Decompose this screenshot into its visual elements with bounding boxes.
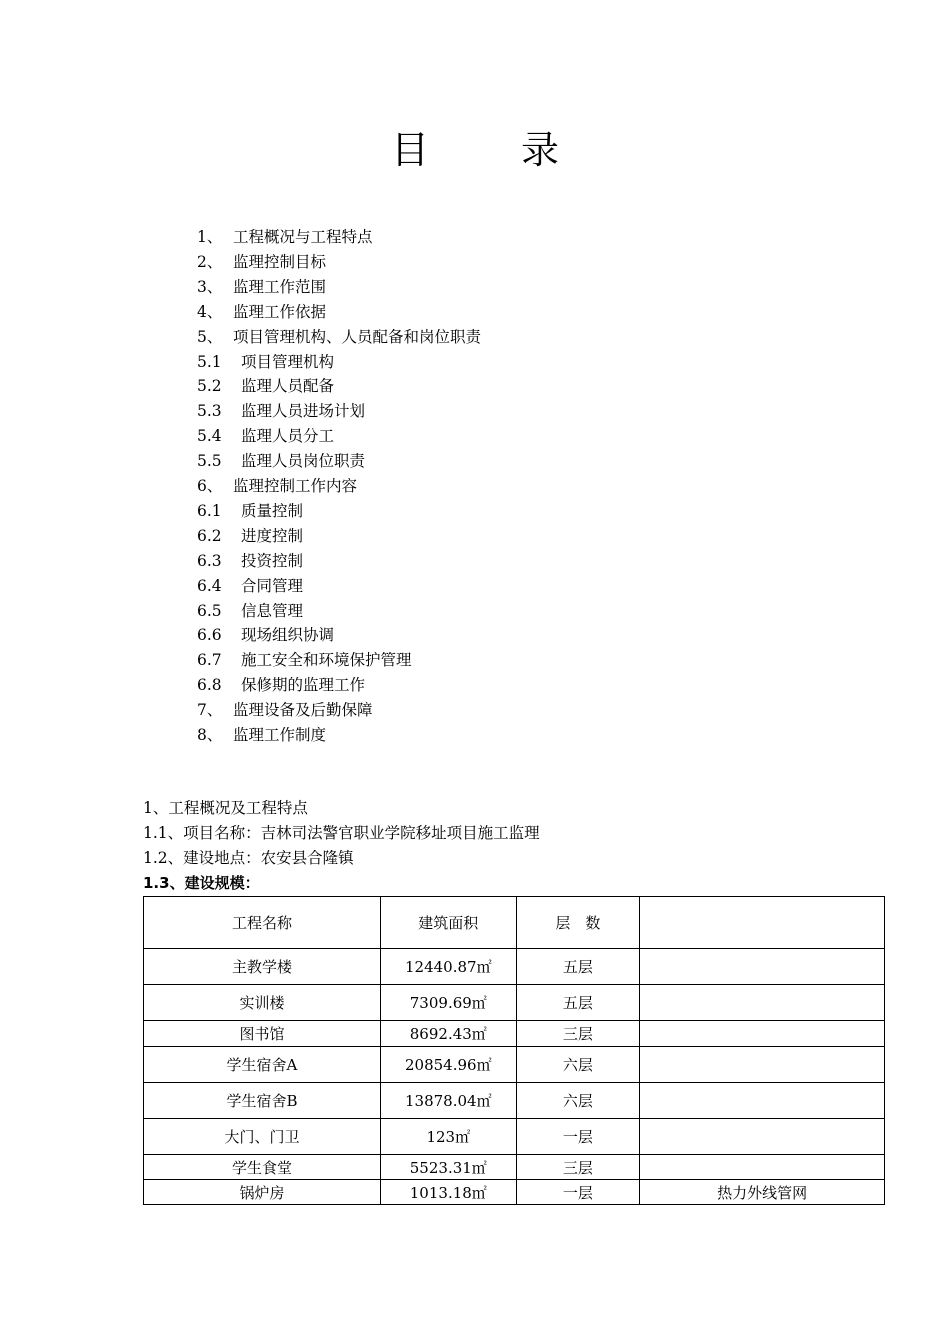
cell-floor-area: 12440.87㎡ [380,949,516,985]
toc-item-number: 2、 [197,252,223,271]
toc-item-label: 监理设备及后勤保障 [233,701,373,720]
toc-item-number: 4、 [197,302,223,321]
toc-item [197,275,326,300]
toc-item [197,698,373,723]
table-row [144,949,885,985]
cell-project-name: 锅炉房 [144,1180,381,1205]
table-row [144,1155,885,1180]
table-row [144,985,885,1021]
toc-item-number: 5、 [197,327,223,346]
cell-floors: 三层 [516,1021,640,1047]
toc-item-label: 信息管理 [241,601,304,620]
header-floor-area: 建筑面积 [380,897,516,949]
cell-floors: 五层 [516,949,640,985]
cell-remarks [640,1155,885,1180]
cell-floors: 五层 [516,985,640,1021]
cell-floors: 六层 [516,1083,640,1119]
construction-location-line: 1.2、建设地点：农安县合隆镇 [143,849,354,867]
toc-item [197,250,326,275]
cell-floor-area: 1013.18㎡ [380,1180,516,1205]
cell-floors: 一层 [516,1119,640,1155]
toc-item-label: 监理人员进场计划 [241,402,366,421]
cell-floors: 三层 [516,1155,640,1180]
cell-floors: 一层 [516,1180,640,1205]
toc-item-label: 投资控制 [241,551,304,570]
toc-item-label: 质量控制 [241,501,304,520]
toc-item [197,623,334,648]
table-row [144,1180,885,1205]
cell-floor-area: 5523.31㎡ [380,1155,516,1180]
toc-item-number: 8、 [197,726,223,744]
cell-remarks [640,1047,885,1083]
cell-floor-area: 8692.43㎡ [380,1021,516,1047]
cell-remarks [640,1083,885,1119]
cell-floors: 六层 [516,1047,640,1083]
table-header-row [144,897,885,949]
toc-item-number: 6、 [197,477,223,495]
toc-item-label: 监理控制目标 [233,252,327,271]
table-row [144,1021,885,1047]
toc-item-number: 5.1 [197,352,222,371]
table-row [144,1119,885,1155]
cell-project-name: 学生宿舍B [144,1083,381,1119]
cell-project-name: 学生食堂 [144,1155,381,1180]
toc-item [197,399,365,424]
toc-item [197,599,303,624]
toc-item-number: 5.3 [197,402,222,421]
cell-project-name: 学生宿舍A [144,1047,381,1083]
toc-item [197,225,373,250]
construction-scale-heading: 1.3、建设规模： [143,874,260,892]
toc-item-label: 项目管理机构、人员配备和岗位职责 [233,327,482,346]
toc-item-label: 合同管理 [241,576,304,595]
toc-item-label: 监理人员岗位职责 [241,452,366,471]
toc-item [197,673,365,698]
page-title: 目 录 [390,128,600,172]
toc-item [197,499,303,524]
toc-item-label: 保修期的监理工作 [241,676,366,695]
toc-item-number: 5.5 [197,452,222,471]
table-row [144,1083,885,1119]
header-remarks [640,897,885,949]
header-floors: 层 数 [516,897,640,949]
toc-item [197,325,481,350]
toc-item [197,374,334,399]
cell-project-name: 图书馆 [144,1021,381,1047]
project-name-line: 1.1、项目名称：吉林司法警官职业学院移址项目施工监理 [143,824,540,842]
table-row [144,1047,885,1083]
toc-item-label: 项目管理机构 [241,352,335,371]
cell-project-name: 实训楼 [144,985,381,1021]
cell-floor-area: 123㎡ [380,1119,516,1155]
toc-item [197,350,334,375]
cell-floor-area: 13878.04㎡ [380,1083,516,1119]
toc-item-number: 5.4 [197,427,222,446]
toc-item [197,474,357,499]
header-project-name: 工程名称 [144,897,381,949]
toc-item-label: 监理人员配备 [241,377,335,396]
toc-item [197,648,412,673]
section-heading-1: 1、工程概况及工程特点 [143,799,308,817]
cell-remarks: 热力外线管网 [640,1180,885,1205]
toc-item-label: 进度控制 [241,526,304,545]
toc-item-label: 施工安全和环境保护管理 [241,651,412,670]
toc-item-number: 7、 [197,701,223,720]
cell-project-name: 主教学楼 [144,949,381,985]
toc-item-number: 6.4 [197,576,222,595]
toc-item-number: 6.3 [197,551,222,570]
toc-item [197,424,334,449]
toc-item-number: 6.7 [197,651,222,670]
toc-item [197,300,326,325]
toc-item-label: 现场组织协调 [241,626,335,645]
toc-item-number: 6.5 [197,601,222,620]
cell-remarks [640,1021,885,1047]
toc-item [197,723,326,748]
toc-item [197,524,303,549]
cell-remarks [640,949,885,985]
construction-scale-table [143,896,885,1205]
cell-remarks [640,1119,885,1155]
toc-item-label: 监理工作制度 [233,726,327,744]
cell-remarks [640,985,885,1021]
toc-item-number: 1、 [197,228,223,246]
toc-item-number: 6.2 [197,526,222,545]
toc-item [197,574,303,599]
toc-item [197,549,303,574]
cell-floor-area: 7309.69㎡ [380,985,516,1021]
toc-item-label: 监理人员分工 [241,427,335,446]
toc-item-label: 监理控制工作内容 [233,477,358,495]
toc-item-number: 3、 [197,277,223,296]
cell-project-name: 大门、门卫 [144,1119,381,1155]
toc-item [197,449,365,474]
toc-item-number: 6.6 [197,626,222,645]
toc-item-number: 6.1 [197,501,222,520]
toc-item-number: 5.2 [197,377,222,396]
cell-floor-area: 20854.96㎡ [380,1047,516,1083]
toc-item-label: 工程概况与工程特点 [233,228,373,246]
toc-item-label: 监理工作范围 [233,277,327,296]
toc-item-label: 监理工作依据 [233,302,327,321]
toc-item-number: 6.8 [197,676,222,695]
